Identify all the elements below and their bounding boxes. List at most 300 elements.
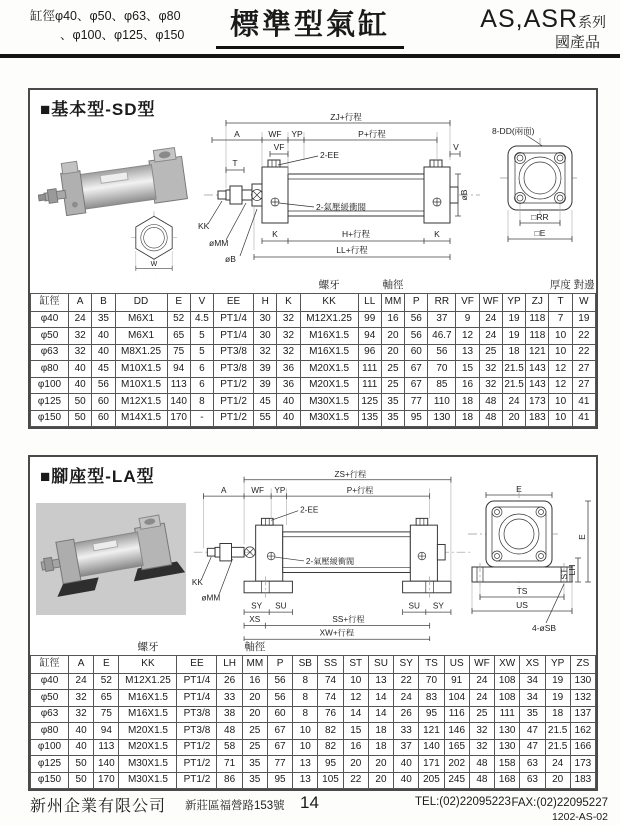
value-cell: 63 [520, 756, 545, 773]
value-cell: 18 [502, 344, 525, 361]
dim-label-t: T [232, 158, 238, 168]
dim-label-vf: VF [273, 142, 285, 152]
value-cell: 56 [92, 377, 115, 394]
value-cell: 40 [69, 739, 94, 756]
value-cell: 110 [428, 394, 456, 411]
value-cell: M20X1.5 [119, 723, 177, 740]
value-cell: 111 [358, 377, 381, 394]
value-cell: 45 [254, 394, 277, 411]
value-cell: 9 [456, 311, 479, 328]
column-header: SB [293, 656, 318, 674]
section-foot-la [28, 455, 598, 791]
value-cell: 18 [368, 739, 393, 756]
value-cell: 21.5 [502, 361, 525, 378]
value-cell: M10X1.5 [115, 361, 167, 378]
dim-label-w: W [150, 260, 158, 268]
dim-label-ee: 2-EE [320, 150, 339, 160]
value-cell: 22 [572, 344, 595, 361]
value-cell: 60 [405, 344, 428, 361]
value-cell: 118 [526, 311, 549, 328]
table-row [31, 344, 596, 361]
value-cell: 95 [318, 756, 343, 773]
column-header: 缸徑 [31, 656, 69, 674]
value-cell: 45 [92, 361, 115, 378]
value-cell: 108 [495, 673, 520, 690]
value-cell: 47 [520, 723, 545, 740]
column-header: H [254, 294, 277, 312]
value-cell: 91 [444, 673, 469, 690]
group-spacer [31, 279, 301, 294]
value-cell: 40 [69, 377, 92, 394]
dim-label-yp: YP [291, 129, 303, 139]
value-cell: 65 [167, 328, 190, 345]
bore-cell: φ125 [31, 394, 69, 411]
value-cell: 95 [419, 706, 444, 723]
value-cell: 26 [394, 706, 419, 723]
value-cell: 27 [572, 377, 595, 394]
column-header: MM [381, 294, 404, 312]
value-cell: 135 [358, 410, 381, 427]
value-cell: 21.5 [502, 377, 525, 394]
table-row [31, 394, 596, 411]
dim-label-b: øB [225, 254, 236, 264]
value-cell: 8 [293, 706, 318, 723]
value-cell: 99 [358, 311, 381, 328]
value-cell: 173 [570, 756, 595, 773]
dim-label-wf: WF [251, 486, 264, 496]
column-header: ZJ [526, 294, 549, 312]
value-cell: 20 [343, 756, 368, 773]
dim-label-kk: KK [198, 221, 210, 231]
value-cell: 19 [502, 311, 525, 328]
value-cell: M30X1.5 [119, 772, 177, 789]
column-header: B [92, 294, 115, 312]
value-cell: 132 [570, 690, 595, 707]
group-label: 厚度 對邊 [549, 278, 595, 291]
value-cell: M30X1.5 [119, 756, 177, 773]
value-cell: 56 [428, 344, 456, 361]
value-cell: 18 [456, 410, 479, 427]
dim-label-a: A [221, 486, 227, 496]
value-cell: 205 [419, 772, 444, 789]
value-cell: 48 [469, 772, 494, 789]
value-cell: 168 [495, 772, 520, 789]
value-cell: 15 [456, 361, 479, 378]
bore-cell: φ100 [31, 377, 69, 394]
value-cell: 47 [520, 739, 545, 756]
series-main: AS,ASR [480, 5, 578, 33]
group-label: 螺牙 [318, 278, 340, 291]
value-cell: 75 [94, 706, 119, 723]
table-row [31, 328, 596, 345]
dim-label-k2: K [434, 229, 440, 239]
bore-cell: φ50 [31, 690, 69, 707]
value-cell: 26 [217, 673, 242, 690]
column-header: 缸徑 [31, 294, 69, 312]
value-cell: 34 [520, 690, 545, 707]
value-cell: M30X1.5 [300, 394, 358, 411]
value-cell: 32 [69, 690, 94, 707]
group-spacer [293, 641, 596, 656]
value-cell: 162 [570, 723, 595, 740]
value-cell: 85 [428, 377, 456, 394]
value-cell: 116 [444, 706, 469, 723]
value-cell: 24 [69, 311, 92, 328]
value-cell: PT1/4 [214, 328, 254, 345]
value-cell: PT1/2 [177, 739, 217, 756]
value-cell: 56 [267, 690, 292, 707]
value-cell: 12 [456, 328, 479, 345]
value-cell: 7 [549, 311, 572, 328]
value-cell: 8 [293, 690, 318, 707]
value-cell: 52 [167, 311, 190, 328]
value-cell: 166 [570, 739, 595, 756]
table-row [31, 723, 596, 740]
table-row [31, 361, 596, 378]
value-cell: 67 [267, 723, 292, 740]
dim-label-wf: WF [268, 129, 282, 139]
value-cell: 71 [217, 756, 242, 773]
table-row [31, 673, 596, 690]
value-cell: 16 [242, 673, 267, 690]
dim-label-mm: øMM [209, 238, 229, 248]
value-cell: 108 [495, 690, 520, 707]
header-rule [0, 54, 620, 58]
dim-label-ee: 2-EE [300, 505, 319, 515]
value-cell: 36 [277, 361, 300, 378]
value-cell: 37 [428, 311, 456, 328]
section-sd-title: ■基本型-SD型 [40, 100, 156, 119]
value-cell: PT1/2 [214, 377, 254, 394]
value-cell: 55 [254, 410, 277, 427]
value-cell: 20 [545, 772, 570, 789]
value-cell: PT3/8 [214, 361, 254, 378]
column-header: E [94, 656, 119, 674]
column-header: EE [214, 294, 254, 312]
value-cell: 22 [394, 673, 419, 690]
value-cell: 121 [526, 344, 549, 361]
dim-label-e-side: E [577, 534, 587, 540]
value-cell: 21.5 [545, 723, 570, 740]
bore-cell: φ150 [31, 772, 69, 789]
value-cell: 96 [358, 344, 381, 361]
table-row [31, 377, 596, 394]
column-header: WF [479, 294, 502, 312]
dim-label-k1: K [272, 229, 278, 239]
la-dimension-drawing [188, 465, 478, 651]
value-cell: 95 [405, 410, 428, 427]
la-cylinder-photo [36, 503, 186, 615]
value-cell: 125 [358, 394, 381, 411]
group-spacer [31, 641, 119, 656]
value-cell: 41 [572, 410, 595, 427]
value-cell: 15 [343, 723, 368, 740]
value-cell: 50 [69, 410, 92, 427]
group-spacer [177, 641, 217, 656]
value-cell: 18 [368, 723, 393, 740]
value-cell: 13 [456, 344, 479, 361]
value-cell: 20 [381, 328, 404, 345]
dim-label-e-top: E [516, 485, 522, 494]
value-cell: 14 [368, 706, 393, 723]
value-cell: 10 [549, 344, 572, 361]
section-basic-sd [28, 88, 598, 429]
value-cell: 67 [267, 739, 292, 756]
fax-number: FAX:(02)22095227 [511, 797, 608, 809]
la-dimension-table [30, 641, 596, 789]
value-cell: 6 [190, 377, 213, 394]
value-cell: 25 [479, 344, 502, 361]
value-cell: 16 [381, 311, 404, 328]
value-cell: 111 [495, 706, 520, 723]
bore-cell: φ80 [31, 361, 69, 378]
column-header: YP [545, 656, 570, 674]
value-cell: 14 [343, 706, 368, 723]
value-cell: 30 [254, 311, 277, 328]
value-cell: 4.5 [190, 311, 213, 328]
dim-label-8dd: 8-DD(兩面) [492, 126, 535, 136]
value-cell: 113 [167, 377, 190, 394]
table-row [31, 739, 596, 756]
value-cell: 12 [549, 361, 572, 378]
value-cell: 39 [254, 377, 277, 394]
value-cell: 16 [456, 377, 479, 394]
value-cell: 245 [444, 772, 469, 789]
group-label: 螺牙 [137, 640, 159, 653]
value-cell: 40 [277, 394, 300, 411]
table-group-row [31, 279, 596, 294]
value-cell: 40 [277, 410, 300, 427]
series-name [480, 5, 606, 34]
value-cell: 41 [572, 394, 595, 411]
sd-nut-drawing [125, 208, 183, 284]
column-header: XW [495, 656, 520, 674]
column-header: KK [300, 294, 358, 312]
column-header: SY [394, 656, 419, 674]
value-cell: M12X1.5 [115, 394, 167, 411]
la-end-view [466, 485, 592, 640]
value-cell: 60 [92, 394, 115, 411]
table-row [31, 311, 596, 328]
value-cell: 40 [394, 756, 419, 773]
value-cell: PT1/2 [214, 410, 254, 427]
value-cell: 171 [419, 756, 444, 773]
column-header: P [405, 294, 428, 312]
value-cell: 48 [479, 410, 502, 427]
cushion-valve-label: 2-氣壓緩衝閥 [316, 202, 367, 212]
value-cell: M16X1.5 [300, 344, 358, 361]
value-cell: M14X1.5 [115, 410, 167, 427]
value-cell: M8X1.25 [115, 344, 167, 361]
value-cell: 35 [92, 311, 115, 328]
table-row [31, 690, 596, 707]
value-cell: PT1/2 [177, 756, 217, 773]
value-cell: 32 [254, 344, 277, 361]
column-header: A [69, 294, 92, 312]
column-header: E [167, 294, 190, 312]
value-cell: 170 [94, 772, 119, 789]
tel-number: TEL:(02)22095223 [415, 796, 511, 808]
value-cell: 76 [318, 706, 343, 723]
value-cell: 10 [549, 410, 572, 427]
value-cell: 18 [456, 394, 479, 411]
value-cell: 25 [469, 706, 494, 723]
column-header: RR [428, 294, 456, 312]
value-cell: 19 [545, 673, 570, 690]
company-address: 新莊區福營路153號 [185, 800, 285, 812]
fax-block [511, 796, 608, 825]
dim-label-e: □E [534, 228, 546, 238]
value-cell: 24 [545, 756, 570, 773]
value-cell: 21.5 [545, 739, 570, 756]
dim-label-p: P+行程 [358, 129, 386, 139]
value-cell: 19 [572, 311, 595, 328]
dim-label-h: H+行程 [341, 229, 371, 239]
value-cell: 113 [94, 739, 119, 756]
dim-label-sy1: SY [251, 601, 263, 611]
value-cell: 12 [549, 377, 572, 394]
page-footer [0, 791, 620, 824]
origin-label: 國產品 [554, 33, 600, 51]
column-header: US [444, 656, 469, 674]
bore-cell: φ150 [31, 410, 69, 427]
value-cell: 143 [526, 361, 549, 378]
bore-cell: φ100 [31, 739, 69, 756]
value-cell: 56 [405, 311, 428, 328]
value-cell: 74 [318, 690, 343, 707]
table-header-row [31, 656, 596, 674]
value-cell: 52 [94, 673, 119, 690]
bore-size-line1: 缸徑φ40、φ50、φ63、φ80 [30, 9, 181, 23]
value-cell: 83 [419, 690, 444, 707]
value-cell: 24 [469, 673, 494, 690]
table-row [31, 756, 596, 773]
column-header: XS [520, 656, 545, 674]
value-cell: 46.7 [428, 328, 456, 345]
group-label: 軸徑 [382, 278, 404, 291]
bore-cell: φ50 [31, 328, 69, 345]
value-cell: 121 [419, 723, 444, 740]
doc-code: 1202-AS-02 [551, 811, 608, 824]
group-spacer [428, 279, 549, 294]
value-cell: 35 [381, 410, 404, 427]
series-block [480, 5, 606, 51]
value-cell: 33 [217, 690, 242, 707]
value-cell: 56 [267, 673, 292, 690]
value-cell: PT1/4 [214, 311, 254, 328]
column-header: W [572, 294, 595, 312]
value-cell: 22 [343, 772, 368, 789]
dim-label-rr: □RR [531, 212, 549, 222]
value-cell: 35 [381, 394, 404, 411]
value-cell: 170 [167, 410, 190, 427]
value-cell: 24 [394, 690, 419, 707]
value-cell: 32 [277, 344, 300, 361]
value-cell: 165 [444, 739, 469, 756]
dim-label-zs: ZS+行程 [334, 469, 367, 479]
value-cell: 118 [526, 328, 549, 345]
value-cell: 32 [479, 377, 502, 394]
value-cell: 25 [381, 361, 404, 378]
value-cell: 19 [545, 690, 570, 707]
value-cell: 20 [242, 690, 267, 707]
value-cell: 74 [318, 673, 343, 690]
value-cell: 40 [92, 328, 115, 345]
column-header: V [190, 294, 213, 312]
value-cell: M16X1.5 [119, 706, 177, 723]
dim-label-p: P+行程 [346, 486, 374, 496]
column-header: EE [177, 656, 217, 674]
value-cell: 173 [526, 394, 549, 411]
dim-label-zj: ZJ+行程 [330, 112, 362, 122]
value-cell: 40 [92, 344, 115, 361]
value-cell: 50 [69, 756, 94, 773]
sd-end-view [490, 124, 590, 256]
value-cell: M10X1.5 [115, 377, 167, 394]
page-number: 14 [300, 793, 319, 812]
value-cell: 137 [570, 706, 595, 723]
value-cell: 10 [549, 328, 572, 345]
column-header: YP [502, 294, 525, 312]
dim-label-ll: LL+行程 [336, 245, 368, 255]
value-cell: 35 [242, 756, 267, 773]
value-cell: 37 [394, 739, 419, 756]
column-header: K [277, 294, 300, 312]
bore-cell: φ125 [31, 756, 69, 773]
column-header: T [549, 294, 572, 312]
value-cell: M20X1.5 [119, 739, 177, 756]
sd-dimension-drawing [195, 110, 487, 278]
bore-size-line2: 、φ100、φ125、φ150 [60, 27, 185, 42]
value-cell: 25 [242, 723, 267, 740]
value-cell: 67 [405, 361, 428, 378]
column-header: LL [358, 294, 381, 312]
value-cell: 32 [469, 723, 494, 740]
value-cell: 60 [267, 706, 292, 723]
value-cell: 65 [94, 690, 119, 707]
bore-cell: φ40 [31, 673, 69, 690]
column-header: DD [115, 294, 167, 312]
sd-dimension-table [30, 279, 596, 427]
column-header: ZS [570, 656, 595, 674]
value-cell: 202 [444, 756, 469, 773]
value-cell: 32 [277, 328, 300, 345]
bore-size-list [30, 7, 184, 45]
value-cell: 77 [405, 394, 428, 411]
value-cell: 56 [405, 328, 428, 345]
value-cell: 48 [479, 394, 502, 411]
company-name: 新州企業有限公司 [30, 798, 167, 815]
table-header-row [31, 294, 596, 312]
dim-label-st: ST [559, 568, 569, 580]
value-cell: 10 [293, 723, 318, 740]
value-cell: 158 [495, 756, 520, 773]
table-group-row [31, 641, 596, 656]
dim-label-xw: XW+行程 [319, 628, 355, 638]
value-cell: 8 [293, 673, 318, 690]
column-header: LH [217, 656, 242, 674]
value-cell: 19 [502, 328, 525, 345]
value-cell: 48 [469, 756, 494, 773]
value-cell: 20 [242, 706, 267, 723]
section-la-title: ■腳座型-LA型 [40, 467, 155, 486]
value-cell: 10 [343, 673, 368, 690]
dim-label-lh: LH [567, 564, 577, 576]
column-header: WF [469, 656, 494, 674]
value-cell: 70 [419, 673, 444, 690]
value-cell: 14 [368, 690, 393, 707]
value-cell: 104 [444, 690, 469, 707]
